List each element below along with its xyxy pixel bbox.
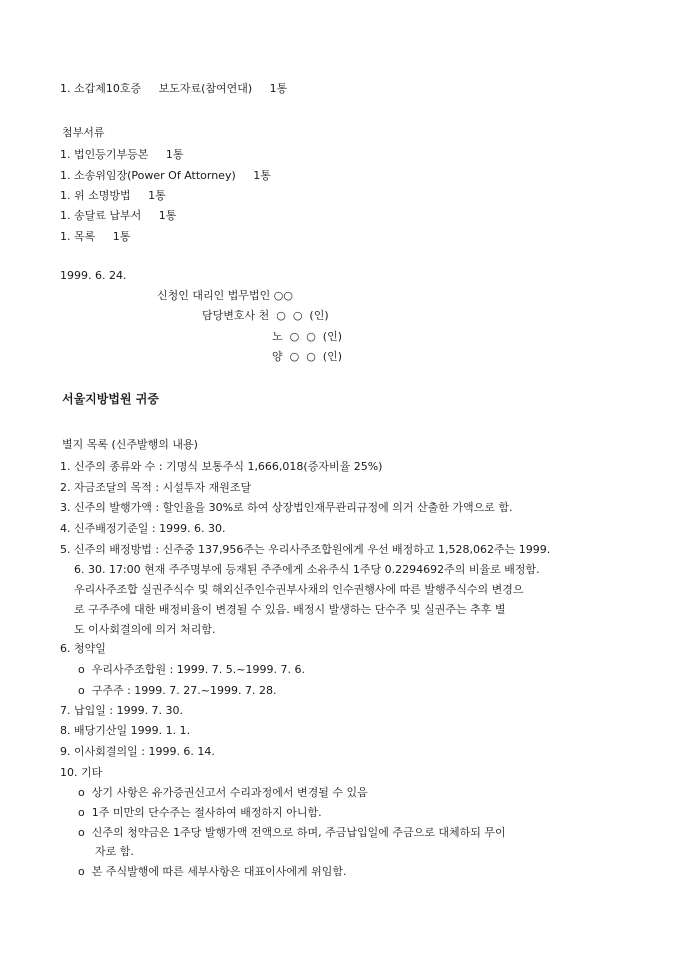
list-item-5-line-1: 5. 신주의 배정방법 : 신주중 137,956주는 우리사주조합원에게 우선 배정하고 1,528,062주는 1999.: [60, 543, 551, 556]
attachment-item-5: 1. 목록 1통: [60, 230, 131, 243]
list-item-4: 4. 신주배정기준일 : 1999. 6. 30.: [60, 522, 226, 535]
list-item-1: 1. 신주의 종류와 수 : 기명식 보통주식 1,666,018(증자비율 25%): [60, 460, 383, 473]
list-item-9: 9. 이사회결의일 : 1999. 6. 14.: [60, 745, 215, 758]
list-item-10-d: o 본 주식발행에 따른 세부사항은 대표이사에게 위임함.: [78, 865, 347, 878]
list-item-10-c-line-1: o 신주의 청약금은 1주당 발행가액 전액으로 하며, 주금납입일에 주금으로 대체하되 무이: [78, 826, 506, 839]
attorney-3: 양 ○ ○ (인): [272, 350, 343, 363]
list-item-6: 6. 청약일: [60, 642, 106, 655]
applicant-agent: 신청인 대리인 법무법인 ○○: [157, 289, 293, 302]
attachment-item-3: 1. 위 소명방법 1통: [60, 189, 166, 202]
list-item-6-b: o 구주주 : 1999. 7. 27.~1999. 7. 28.: [78, 684, 277, 697]
list-item-6-a: o 우리사주조합원 : 1999. 7. 5.~1999. 7. 6.: [78, 663, 305, 676]
list-item-8: 8. 배당기산일 1999. 1. 1.: [60, 724, 191, 737]
court-addressee: 서울지방법원 귀중: [62, 392, 159, 406]
attachment-item-1: 1. 법인등기부등본 1통: [60, 148, 184, 161]
list-item-5-line-2: 6. 30. 17:00 현재 주주명부에 등재된 주주에게 소유주식 1주당 0.2294692주의 비율로 배정함.: [74, 563, 540, 576]
attorney-1: 담당변호사 천 ○ ○ (인): [202, 309, 329, 322]
list-item-7: 7. 납입일 : 1999. 7. 30.: [60, 704, 184, 717]
list-item-5-line-5: 도 이사회결의에 의거 처리함.: [74, 623, 216, 636]
list-item-10-c-line-2: 자로 함.: [95, 845, 134, 858]
list-item-5-line-3: 우리사주조합 실권주식수 및 해외신주인수권부사채의 인수권행사에 따른 발행주식수의 변경으: [74, 583, 524, 596]
filing-date: 1999. 6. 24.: [60, 269, 127, 282]
attachments-title: 첨부서류: [62, 126, 105, 139]
list-title: 별지 목록 (신주발행의 내용): [62, 438, 198, 451]
evidence-line: 1. 소갑제10호증 보도자료(참여연대) 1통: [60, 82, 288, 95]
list-item-10: 10. 기타: [60, 766, 103, 779]
attachment-item-2: 1. 소송위임장(Power Of Attorney) 1통: [60, 169, 271, 182]
list-item-3: 3. 신주의 발행가액 : 할인율을 30%로 하여 상장법인재무관리규정에 의거 산출한 가액으로 함.: [60, 501, 513, 514]
attorney-2: 노 ○ ○ (인): [272, 330, 343, 343]
list-item-5-line-4: 로 구주주에 대한 배정비율이 변경될 수 있음. 배정시 발생하는 단수주 및 실권주는 추후 별: [74, 603, 506, 616]
list-item-2: 2. 자금조달의 목적 : 시설투자 재원조달: [60, 481, 252, 494]
list-item-10-a: o 상기 사항은 유가증권신고서 수리과정에서 변경될 수 있음: [78, 786, 368, 799]
list-item-10-b: o 1주 미만의 단수주는 절사하여 배정하지 아니함.: [78, 806, 322, 819]
attachment-item-4: 1. 송달료 납부서 1통: [60, 209, 177, 222]
